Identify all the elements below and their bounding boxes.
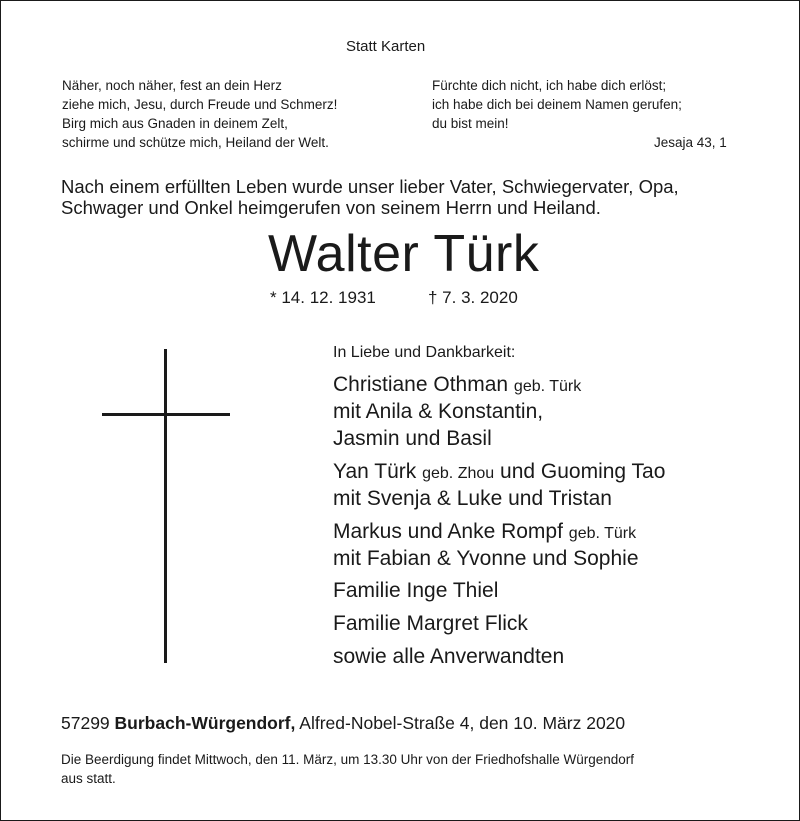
mourner-line	[333, 520, 636, 546]
mourner-line: mit Svenja & Luke und Tristan	[333, 487, 612, 510]
mourner-line: mit Fabian & Yvonne und Sophie	[333, 547, 639, 570]
geb-note: geb. Türk	[568, 525, 637, 542]
mourner-name-rest: und Guoming Tao	[500, 460, 666, 483]
verse-right-line: Fürchte dich nicht, ich habe dich erlöst;	[432, 78, 667, 93]
mourner-line: sowie alle Anverwandten	[333, 645, 565, 668]
verse-left-line: Näher, noch näher, fest an dein Herz	[62, 78, 282, 93]
deceased-name: Walter Türk	[268, 225, 540, 283]
cross-icon-bar	[102, 413, 230, 416]
address-zip: 57299	[61, 713, 110, 733]
verse-right-line: ich habe dich bei deinem Namen gerufen;	[432, 97, 682, 112]
funeral-line-2: aus statt.	[61, 771, 116, 786]
mourner-line: Familie Inge Thiel	[333, 579, 499, 602]
verse-left-line: ziehe mich, Jesu, durch Freude und Schmerz!	[62, 97, 338, 112]
verse-right-line: du bist mein!	[432, 116, 509, 131]
death-date: † 7. 3. 2020	[428, 288, 518, 307]
mourners-heading: In Liebe und Dankbarkeit:	[333, 344, 516, 361]
address-street-date: Alfred-Nobel-Straße 4, den 10. März 2020	[299, 713, 626, 733]
bible-reference: Jesaja 43, 1	[654, 135, 727, 150]
statt-karten: Statt Karten	[346, 38, 426, 55]
mourner-line: mit Anila & Konstantin,	[333, 400, 544, 423]
verse-left-line: Birg mich aus Gnaden in deinem Zelt,	[62, 116, 288, 131]
geb-note: geb. Zhou	[422, 465, 495, 482]
cross-icon	[164, 349, 167, 663]
address-city: Burbach-Würgendorf,	[114, 713, 296, 733]
mourner-line: Jasmin und Basil	[333, 427, 492, 450]
verse-left	[62, 76, 337, 152]
address-line	[61, 713, 625, 734]
intro-line-2: Schwager und Onkel heimgerufen von seinem Herrn und Heiland.	[61, 197, 601, 218]
mourner-line	[333, 373, 581, 399]
intro-line-1: Nach einem erfüllten Leben wurde unser lieber Vater, Schwiegervater, Opa,	[61, 176, 679, 197]
mourner-name: Markus und Anke Rompf	[333, 520, 563, 543]
funeral-line-1: Die Beerdigung findet Mittwoch, den 11. März, um 13.30 Uhr von der Friedhofshalle Würgendorf	[61, 752, 635, 767]
geb-note: geb. Türk	[513, 378, 582, 395]
mourner-name: Christiane Othman	[333, 373, 509, 396]
mourner-name: Yan Türk	[333, 460, 417, 483]
verse-right	[432, 76, 682, 133]
mourner-line	[333, 460, 665, 486]
verse-left-line: schirme und schütze mich, Heiland der Welt.	[62, 135, 329, 150]
mourner-line: Familie Margret Flick	[333, 612, 528, 635]
birth-date: * 14. 12. 1931	[270, 288, 376, 307]
